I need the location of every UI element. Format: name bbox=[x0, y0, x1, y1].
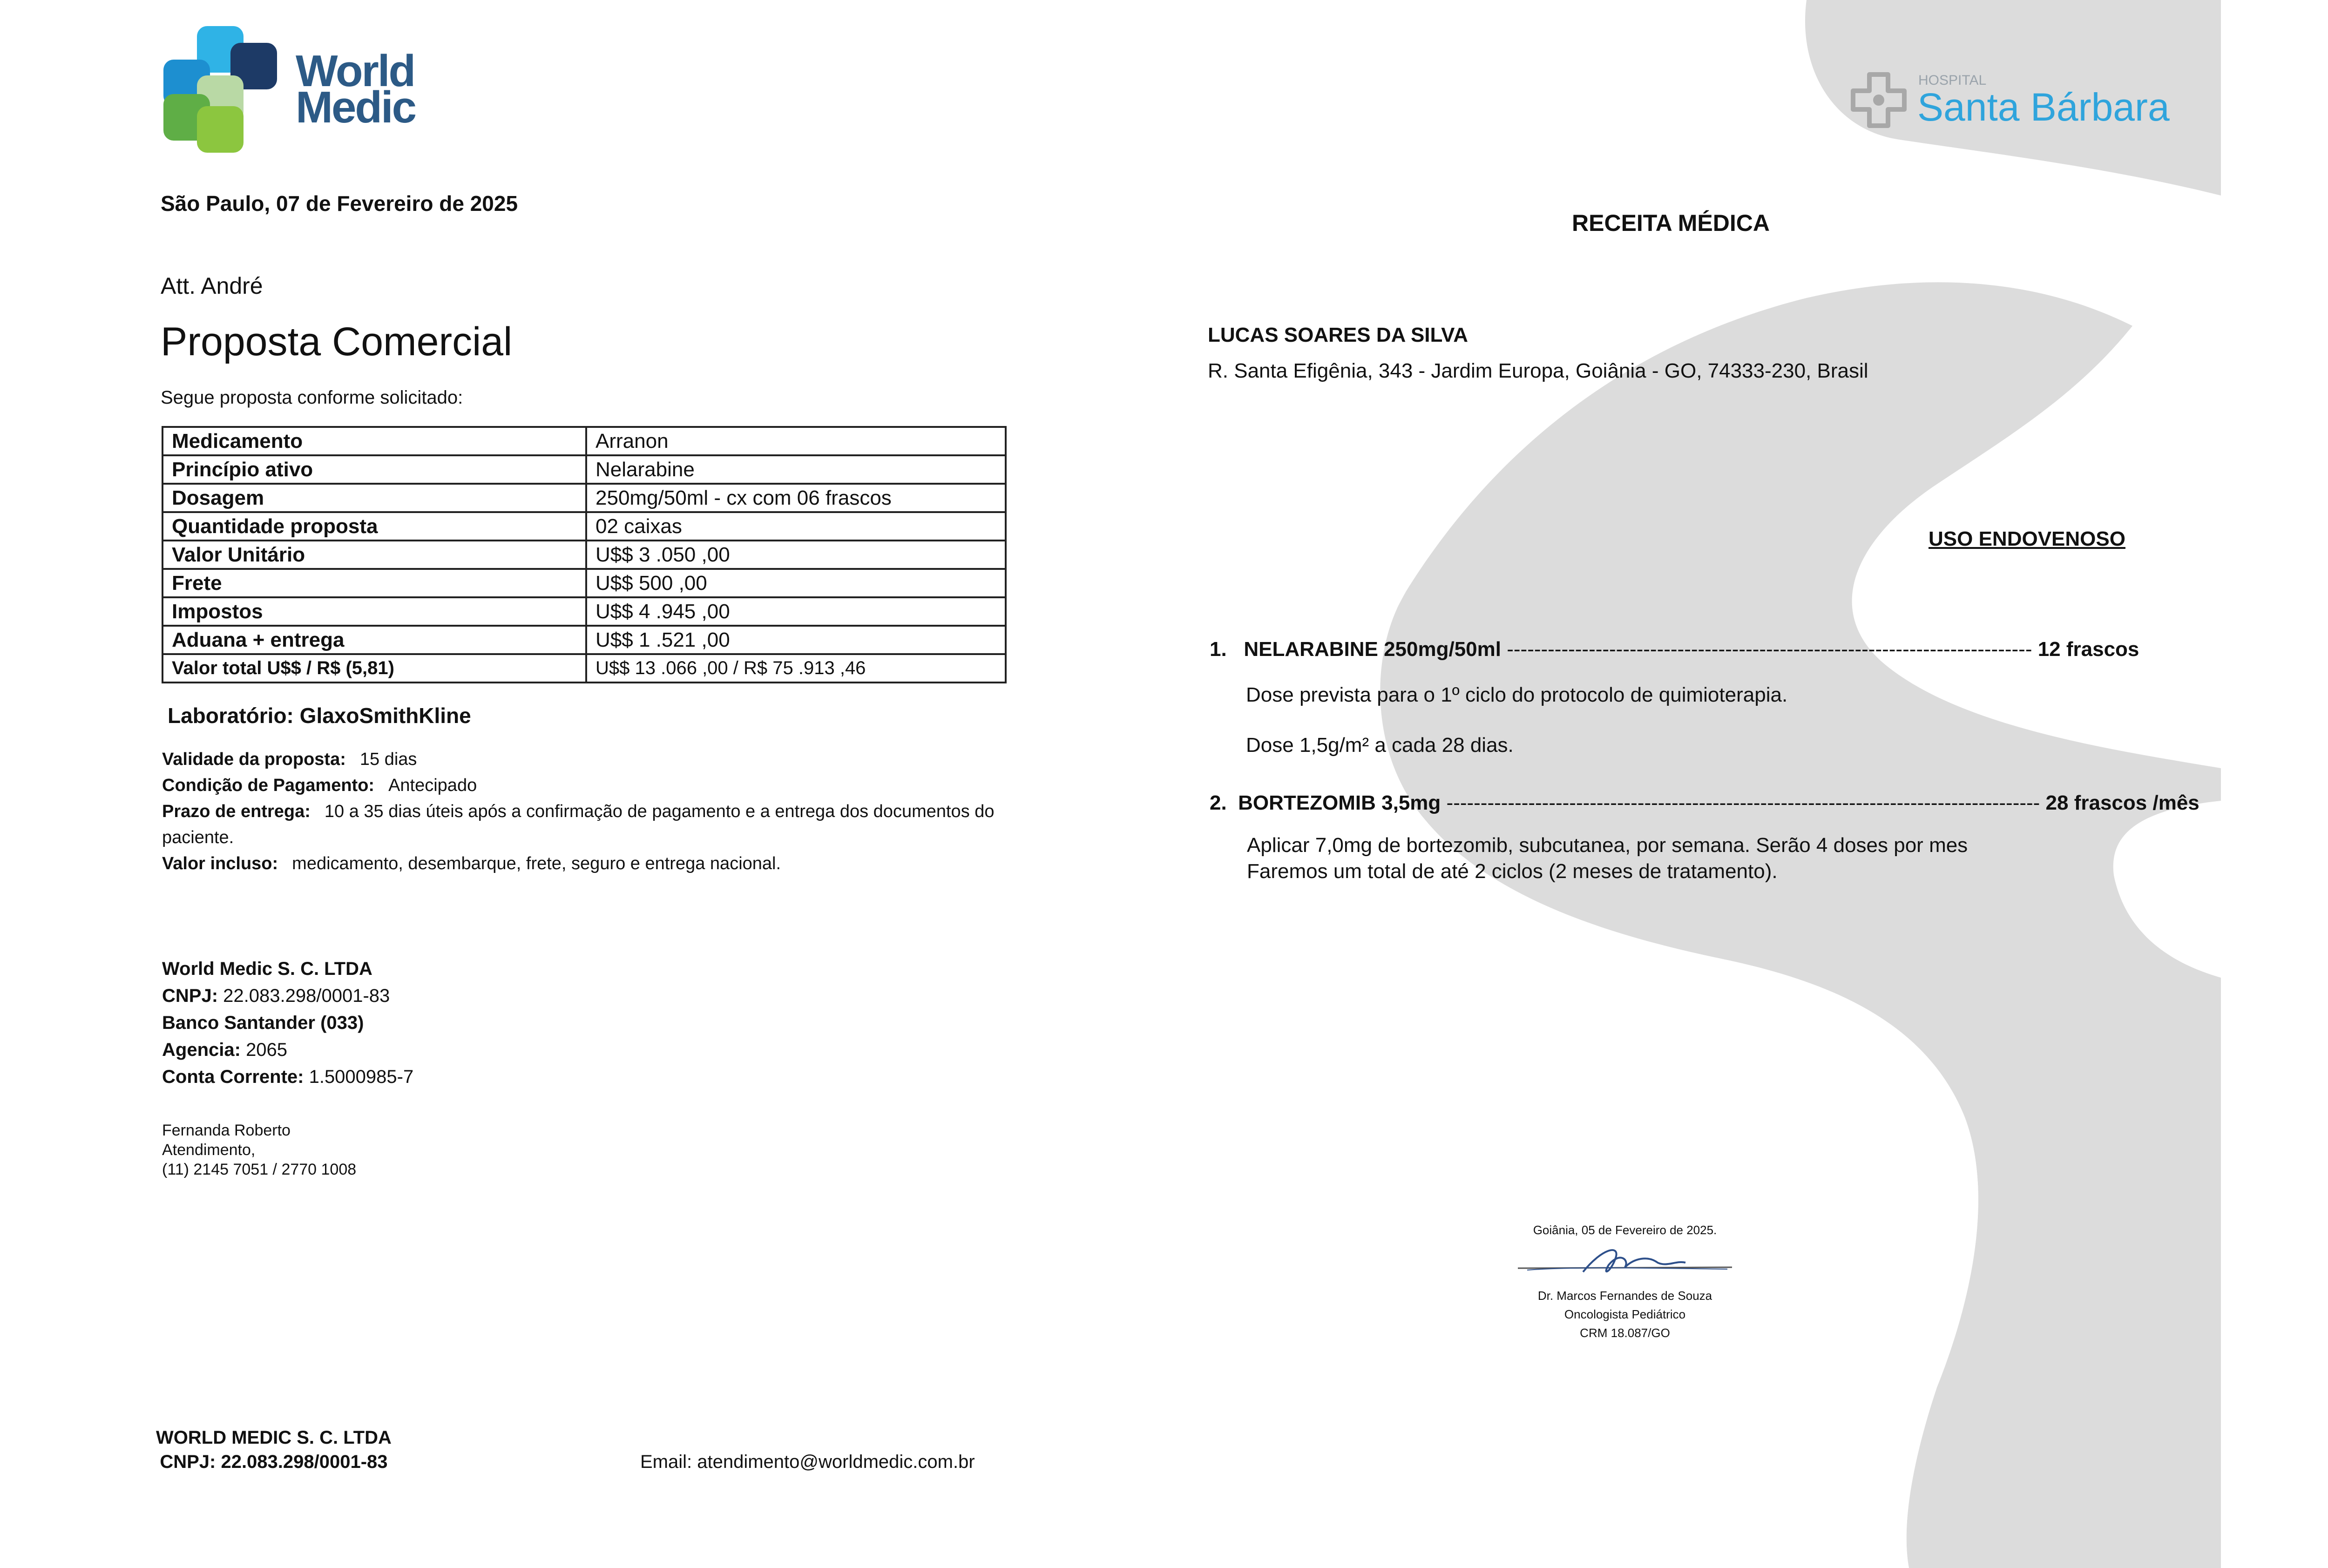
logo-line-2: Medic bbox=[296, 82, 416, 132]
condition-included: Valor incluso: medicamento, desembarque, frete, seguro e entrega nacional. bbox=[162, 854, 781, 873]
row-label: Valor total U$$ / R$ (5,81) bbox=[162, 654, 586, 683]
table-row bbox=[162, 597, 1006, 626]
footer-company-name: WORLD MEDIC S. C. LTDA bbox=[156, 1427, 392, 1448]
bank-agency: Agencia: 2065 bbox=[162, 1040, 288, 1060]
bank-cnpj: CNPJ: 22.083.298/0001-83 bbox=[162, 986, 390, 1006]
item-1-note-2: Dose 1,5g/m² a cada 28 dias. bbox=[1246, 734, 1514, 757]
row-label: Medicamento bbox=[162, 427, 586, 455]
table-row bbox=[162, 541, 1006, 569]
row-value: 02 caixas bbox=[586, 512, 1006, 541]
administration-route: USO ENDOVENOSO bbox=[1929, 527, 2125, 550]
row-label: Quantidade proposta bbox=[162, 512, 586, 541]
bank-info bbox=[162, 955, 413, 1090]
proposal-page-right bbox=[2221, 0, 2328, 1568]
hospital-name: Santa Bárbara bbox=[1917, 85, 2170, 129]
row-value: U$$ 13 .066 ,00 / R$ 75 .913 ,46 bbox=[586, 654, 1006, 683]
prescription-item-1: 1. NELARABINE 250mg/50ml ----------------------------------------------------------------------------- 12 frascos bbox=[1210, 638, 2139, 661]
world-medic-logo-icon bbox=[161, 24, 286, 155]
logo-wordmark bbox=[296, 46, 416, 132]
patient-name: LUCAS SOARES DA SILVA bbox=[1208, 324, 1469, 346]
table-row bbox=[162, 512, 1006, 541]
item-2-note-2: Faremos um total de até 2 ciclos (2 meses de tratamento). bbox=[1247, 860, 1778, 883]
row-label: Frete bbox=[162, 569, 586, 597]
item-1-note-1: Dose prevista para o 1º ciclo do protocolo de quimioterapia. bbox=[1246, 683, 1788, 706]
proposal-page-left bbox=[0, 0, 1108, 1568]
row-value: 250mg/50ml - cx com 06 frascos bbox=[586, 484, 1006, 512]
proposal-intro: Segue proposta conforme solicitado: bbox=[161, 387, 463, 408]
row-label: Dosagem bbox=[162, 484, 586, 512]
item-2-notes bbox=[1247, 832, 1968, 885]
table-row bbox=[162, 427, 1006, 455]
table-row bbox=[162, 484, 1006, 512]
row-label: Valor Unitário bbox=[162, 541, 586, 569]
row-value: U$$ 3 .050 ,00 bbox=[586, 541, 1006, 569]
attendant-info bbox=[162, 1121, 356, 1179]
table-row bbox=[162, 569, 1006, 597]
prescription-title: RECEITA MÉDICA bbox=[1572, 210, 1770, 236]
row-label: Princípio ativo bbox=[162, 455, 586, 484]
logo-line-1: World bbox=[296, 46, 415, 96]
proposal-table bbox=[162, 426, 1007, 683]
conditions-block bbox=[162, 746, 1023, 877]
table-row bbox=[162, 455, 1006, 484]
attendant-name: Fernanda Roberto bbox=[162, 1122, 291, 1139]
footer-cnpj: CNPJ: 22.083.298/0001-83 bbox=[160, 1452, 388, 1472]
doctor-specialty: Oncologista Pediátrico bbox=[1564, 1307, 1686, 1321]
item-name: BORTEZOMIB 3,5mg bbox=[1238, 791, 1441, 814]
item-name: NELARABINE 250mg/50ml bbox=[1244, 638, 1501, 661]
footer-company bbox=[156, 1426, 392, 1474]
doctor-name: Dr. Marcos Fernandes de Souza bbox=[1537, 1289, 1712, 1303]
attention-line: Att. André bbox=[161, 273, 263, 299]
signature-place-date: Goiânia, 05 de Fevereiro de 2025. bbox=[1533, 1223, 1717, 1237]
row-value: U$$ 1 .521 ,00 bbox=[586, 626, 1006, 654]
item-quantity: 12 frascos bbox=[2037, 638, 2139, 661]
patient-address: R. Santa Efigênia, 343 - Jardim Europa, Goiânia - GO, 74333-230, Brasil bbox=[1208, 359, 1868, 382]
signature-block bbox=[1509, 1221, 1741, 1342]
condition-payment: Condição de Pagamento: Antecipado bbox=[162, 776, 477, 795]
attendant-role: Atendimento, bbox=[162, 1141, 256, 1159]
proposal-title: Proposta Comercial bbox=[161, 319, 513, 364]
proposal-date: São Paulo, 07 de Fevereiro de 2025 bbox=[161, 191, 518, 216]
bank-company: World Medic S. C. LTDA bbox=[162, 959, 372, 979]
item-dashes: ----------------------------------------------------------------------------- bbox=[1507, 638, 2032, 661]
row-value: Arranon bbox=[586, 427, 1006, 455]
prescription-item-2: 2. BORTEZOMIB 3,5mg --------------------------------------------------------------------------------------- 28 frascos /mês bbox=[1210, 791, 2199, 814]
row-value: U$$ 500 ,00 bbox=[586, 569, 1006, 597]
prescription-page bbox=[1108, 0, 2221, 1568]
bank-name: Banco Santander (033) bbox=[162, 1013, 364, 1033]
world-medic-logo bbox=[161, 24, 421, 159]
table-row-total bbox=[162, 654, 1006, 683]
row-label: Aduana + entrega bbox=[162, 626, 586, 654]
hospital-cross-icon bbox=[1848, 70, 1909, 130]
condition-validity: Validade da proposta: 15 dias bbox=[162, 750, 417, 769]
laboratory: Laboratório: GlaxoSmithKline bbox=[168, 703, 471, 728]
doctor-crm: CRM 18.087/GO bbox=[1580, 1326, 1670, 1340]
condition-delivery: Prazo de entrega: 10 a 35 dias úteis após a confirmação de pagamento e a entrega dos documentos do paciente. bbox=[162, 802, 995, 847]
item-2-note-1: Aplicar 7,0mg de bortezomib, subcutanea, por semana. Serão 4 doses por mes bbox=[1247, 834, 1968, 857]
row-label: Impostos bbox=[162, 597, 586, 626]
row-value: U$$ 4 .945 ,00 bbox=[586, 597, 1006, 626]
item-dashes: --------------------------------------------------------------------------------------- bbox=[1446, 791, 2040, 814]
row-value: Nelarabine bbox=[586, 455, 1006, 484]
bank-account: Conta Corrente: 1.5000985-7 bbox=[162, 1067, 414, 1087]
signature-scribble bbox=[1509, 1239, 1741, 1281]
table-row bbox=[162, 626, 1006, 654]
footer-email: Email: atendimento@worldmedic.com.br bbox=[640, 1452, 975, 1472]
attendant-phone: (11) 2145 7051 / 2770 1008 bbox=[162, 1161, 357, 1178]
hospital-small-label: HOSPITAL bbox=[1918, 73, 1987, 88]
item-quantity: 28 frascos /mês bbox=[2045, 791, 2199, 814]
